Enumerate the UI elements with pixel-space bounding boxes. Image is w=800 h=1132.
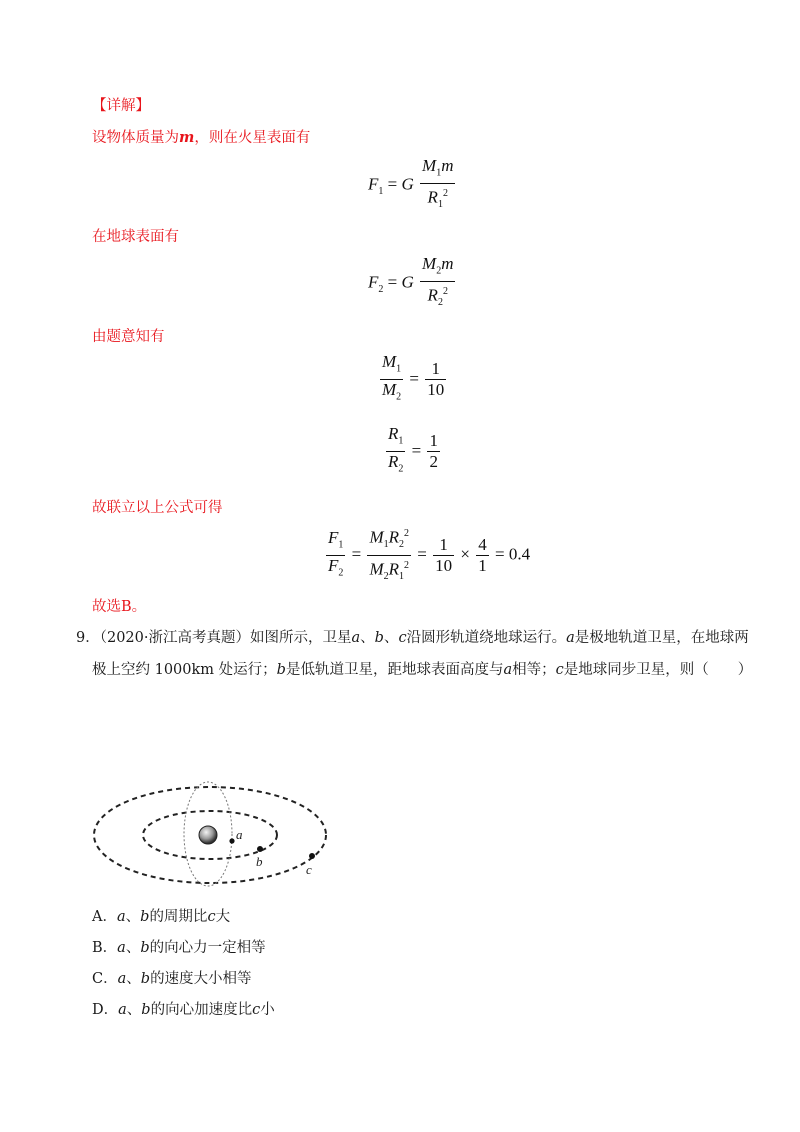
satellite-a bbox=[229, 838, 234, 843]
solution-heading: 【详解】 bbox=[92, 98, 150, 114]
option-d[interactable]: D．a、b的向心加速度比c小 bbox=[92, 1002, 275, 1018]
solution-line-4: 故联立以上公式可得 bbox=[92, 500, 223, 516]
solution-line-1: 设物体质量为m，则在火星表面有 bbox=[92, 129, 311, 146]
equation-5: $\frac{F_1}{F_2}$ = $\frac{M_1R_2^2}{M_2R_1^2}$ = $\frac{1}{10}$ × $\frac{4}{1}$ = 0.4 bbox=[324, 524, 530, 587]
equation-3: $\frac{M_1}{M_2}$ = $\frac{1}{10}$ bbox=[382, 352, 445, 403]
solution-line-2: 在地球表面有 bbox=[92, 229, 179, 245]
satellite-c bbox=[309, 853, 315, 859]
question-number: 9． bbox=[76, 630, 100, 646]
question-line-2: 极上空约 1000km 处运行；b是低轨道卫星，距地球表面高度与a相等；c是地球同步卫星，则（ ） bbox=[92, 662, 753, 678]
equation-2: $F_2 = G$ $\frac{M_2m}{R_2^2}$ bbox=[368, 254, 454, 309]
label-c: c bbox=[306, 862, 312, 877]
solution-answer: 故选B。 bbox=[92, 599, 147, 615]
question-line-1: 9．（2020·浙江高考真题）如图所示，卫星a、b、c沿圆形轨道绕地球运行。a是极地轨道卫星，在地球两 bbox=[76, 630, 749, 646]
option-c[interactable]: C．a、b的速度大小相等 bbox=[92, 971, 252, 987]
equation-1: $F_1 = G$ $\frac{M_1m}{R_1^2}$ bbox=[368, 156, 454, 211]
solution-line-3: 由题意知有 bbox=[92, 329, 165, 345]
equation-4: $\frac{R_1}{R_2}$ = $\frac{1}{2}$ bbox=[388, 424, 438, 475]
satellite-b bbox=[257, 846, 263, 852]
option-a[interactable]: A．a、b的周期比c大 bbox=[92, 909, 231, 925]
earth bbox=[199, 826, 217, 844]
orbit-diagram bbox=[90, 776, 330, 896]
label-a: a bbox=[236, 827, 243, 842]
label-b: b bbox=[256, 854, 263, 869]
option-b[interactable]: B．a、b的向心力一定相等 bbox=[92, 940, 266, 956]
question-source: （2020·浙江高考真题） bbox=[99, 630, 250, 646]
